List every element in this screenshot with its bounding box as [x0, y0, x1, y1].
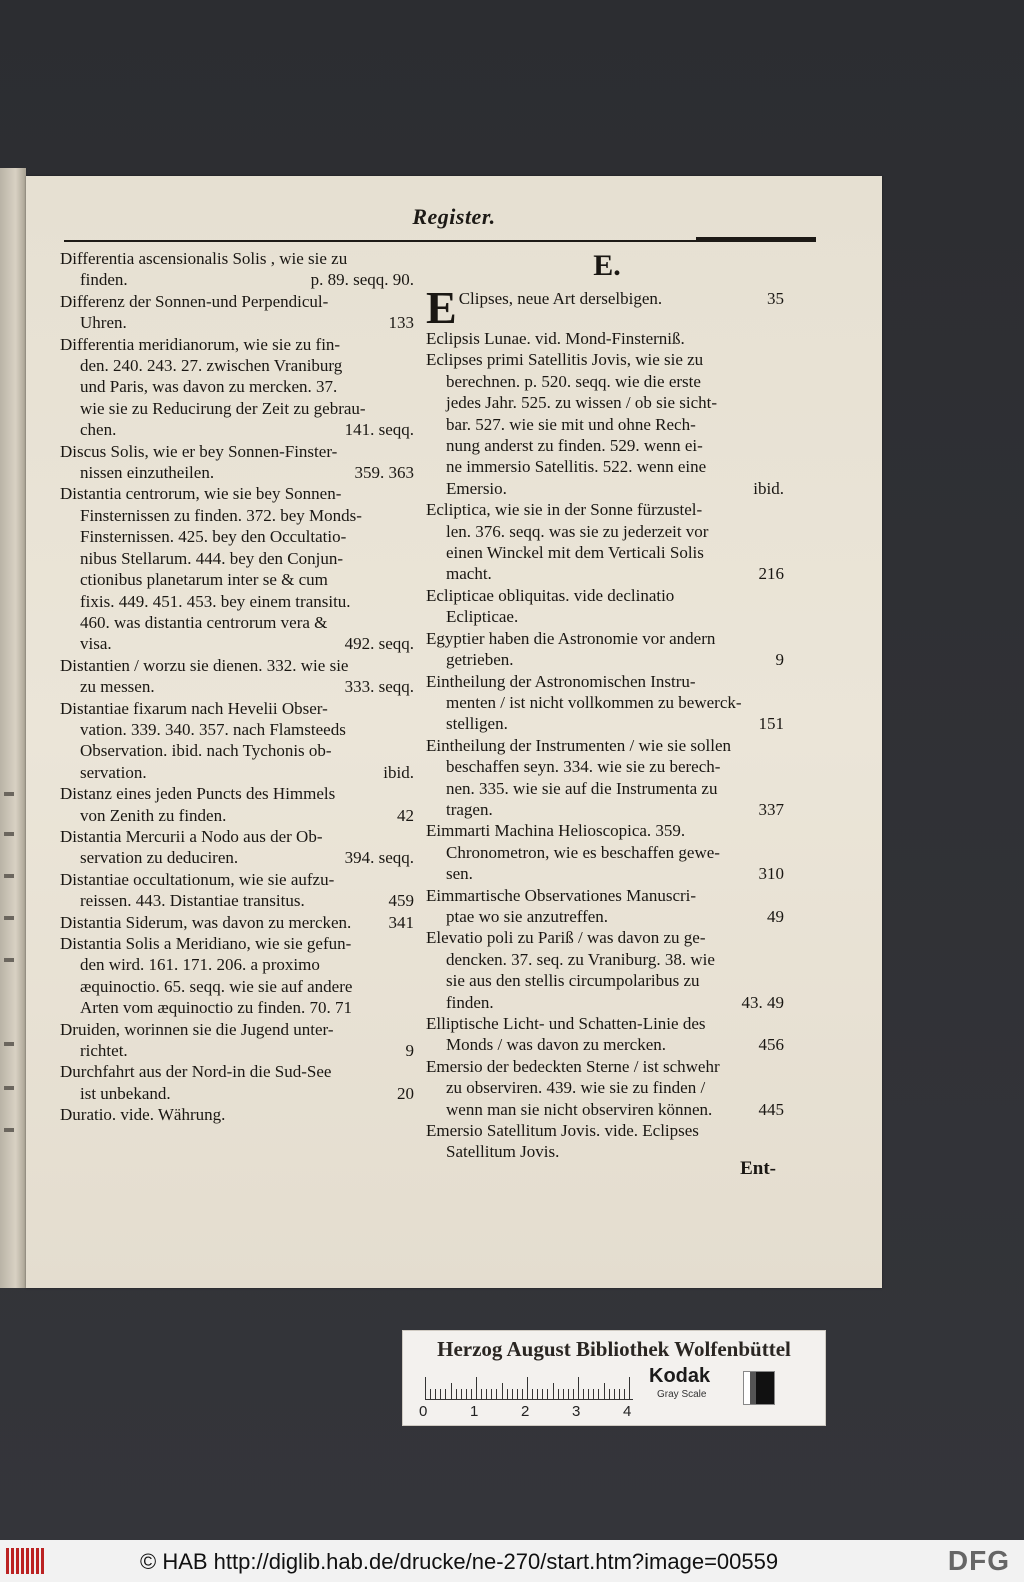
entry-page-ref: 42 — [397, 805, 414, 825]
entry-text: nen. 335. wie sie auf die Instrumenta zu — [446, 778, 718, 798]
entry-text: Differentia meridianorum, wie sie zu fin- — [60, 334, 341, 354]
scale-tick — [451, 1383, 452, 1399]
entry-page-ref: ibid. — [383, 762, 414, 782]
gray-scale-label: Gray Scale — [657, 1389, 707, 1400]
entry-line — [60, 398, 418, 419]
entry-line — [426, 1120, 788, 1141]
entry-line — [60, 612, 418, 633]
index-entry — [426, 628, 788, 671]
entry-line — [60, 334, 418, 355]
scale-tick — [629, 1377, 630, 1399]
entry-page-ref: 359. 363 — [354, 463, 414, 483]
entry-page-ref: 310 — [758, 864, 784, 884]
entry-line — [426, 949, 788, 970]
entry-line — [60, 869, 418, 890]
scale-tick — [588, 1389, 589, 1399]
index-entry — [60, 698, 418, 784]
entry-text: macht. — [446, 564, 492, 584]
entry-line — [60, 719, 418, 740]
index-entry — [426, 1120, 788, 1163]
entry-text: ist unbekand. — [80, 1083, 171, 1103]
entry-line — [60, 997, 418, 1018]
entry-page-ref: 337 — [758, 799, 784, 819]
entry-text: Monds / was davon zu mercken. — [446, 1035, 667, 1055]
entry-text: Duratio. vide. Währung. — [60, 1105, 226, 1125]
entry-text: Durchfahrt aus der Nord-in die Sud-See — [60, 1062, 332, 1082]
scale-tick — [573, 1389, 574, 1399]
entry-text: und Paris, was davon zu mercken. 37. — [80, 377, 338, 397]
scale-tick — [440, 1389, 441, 1399]
entry-line — [60, 355, 418, 376]
scale-tick — [496, 1389, 497, 1399]
entry-text: Eimmartische Observationes Manuscri- — [426, 885, 697, 905]
scale-tick — [517, 1389, 518, 1399]
entry-text: sen. — [446, 864, 473, 884]
entry-line — [60, 783, 418, 804]
entry-line — [60, 912, 418, 933]
entry-line — [60, 526, 418, 547]
entry-text: 460. was distantia centrorum vera & — [80, 612, 328, 632]
entry-text: getrieben. — [446, 650, 514, 670]
entry-line — [60, 291, 418, 312]
entry-text: æquinoctio. 65. seqq. wie sie auf andere — [80, 976, 353, 996]
entry-line — [426, 671, 788, 692]
entry-text: tragen. — [446, 799, 493, 819]
right-index-column — [426, 248, 788, 1163]
entry-line — [426, 542, 788, 563]
entry-line — [60, 826, 418, 847]
entry-page-ref: 333. seqq. — [344, 677, 414, 697]
entry-page-ref: 151 — [758, 714, 784, 734]
scale-number: 4 — [623, 1403, 632, 1420]
entry-text: ctionibus planetarum inter se & cum — [80, 570, 328, 590]
entry-text: Differenz der Sonnen-und Perpendicul- — [60, 291, 329, 311]
entry-line — [426, 906, 788, 927]
scale-ruler — [425, 1373, 633, 1400]
entry-text: wie sie zu Reducirung der Zeit zu gebrau- — [80, 398, 366, 418]
entry-line — [60, 376, 418, 397]
index-entry — [60, 912, 418, 933]
entry-line — [426, 456, 788, 477]
entry-line — [60, 441, 418, 462]
index-entry — [60, 869, 418, 912]
entry-text: Egyptier haben die Astronomie vor andern — [426, 628, 716, 648]
entry-page-ref: p. 89. seqq. 90. — [310, 270, 414, 290]
entry-text: Finsternissen. 425. bey den Occultatio- — [80, 527, 347, 547]
footer-bar — [0, 1540, 1024, 1582]
index-entry — [426, 735, 788, 821]
entry-line — [426, 478, 788, 499]
scale-number: 2 — [521, 1403, 530, 1420]
index-entry — [60, 1019, 418, 1062]
entry-text: len. 376. seqq. was sie zu jederzeit vor — [446, 521, 709, 541]
scale-tick — [461, 1389, 462, 1399]
scale-tick — [425, 1377, 426, 1399]
entry-line — [60, 633, 418, 654]
entry-page-ref: 43. 49 — [741, 992, 784, 1012]
entry-line — [60, 248, 418, 269]
entry-text: reissen. 443. Distantiae transitus. — [80, 891, 305, 911]
index-entry — [426, 885, 788, 928]
entry-text: Observation. ibid. nach Tychonis ob- — [80, 741, 332, 761]
entry-text: vation. 339. 340. 357. nach Flamsteeds — [80, 719, 346, 739]
running-head: Register. — [412, 204, 496, 229]
index-entry — [60, 826, 418, 869]
entry-line — [426, 628, 788, 649]
scale-tick — [430, 1389, 431, 1399]
entry-line — [60, 847, 418, 868]
entry-text: Emersio. — [446, 478, 507, 498]
entry-line — [60, 505, 418, 526]
entry-line — [426, 371, 788, 392]
index-entry — [60, 483, 418, 654]
entry-text: richtet. — [80, 1041, 128, 1061]
entry-text: Distantia centrorum, wie sie bey Sonnen- — [60, 484, 342, 504]
entry-line — [426, 927, 788, 948]
entry-line — [426, 499, 788, 520]
scale-tick — [583, 1389, 584, 1399]
entry-text: wenn man sie nicht observiren können. — [446, 1099, 713, 1119]
index-entry — [60, 248, 418, 291]
entry-text: beschaffen seyn. 334. wie sie zu berech- — [446, 757, 721, 777]
entry-line — [426, 585, 788, 606]
scale-tick — [553, 1383, 554, 1399]
entry-text: ptae wo sie anzutreffen. — [446, 906, 609, 926]
index-entry — [60, 291, 418, 334]
index-entry — [426, 671, 788, 735]
scale-tick — [598, 1389, 599, 1399]
entry-line — [426, 735, 788, 756]
entry-line — [60, 762, 418, 783]
entry-page-ref: 141. seqq. — [344, 420, 414, 440]
entry-text: nung anderst zu finden. 529. wenn ei- — [446, 436, 703, 456]
entry-line — [60, 805, 418, 826]
entry-line — [60, 462, 418, 483]
entry-text: Eimmarti Machina Helioscopica. 359. — [426, 821, 686, 841]
index-entry — [60, 655, 418, 698]
entry-text: sie aus den stellis circumpolaribus zu — [446, 971, 700, 991]
entry-text: zu messen. — [80, 677, 155, 697]
entry-page-ref: ibid. — [753, 478, 784, 498]
entry-line — [60, 419, 418, 440]
entry-text: Elliptische Licht- und Schatten-Linie des — [426, 1014, 706, 1033]
scale-tick — [507, 1389, 508, 1399]
entry-page-ref: 341 — [388, 912, 414, 932]
entry-line — [426, 435, 788, 456]
entry-text: servation. — [80, 762, 147, 782]
entry-text: den. 240. 243. 27. zwischen Vraniburg — [80, 356, 343, 376]
entry-text: Distantien / worzu sie dienen. 332. wie sie — [60, 655, 349, 675]
entry-line — [60, 976, 418, 997]
book-page — [26, 176, 882, 1288]
entry-line — [426, 1034, 788, 1055]
facing-page-edge — [0, 168, 26, 1288]
scale-tick — [471, 1389, 472, 1399]
entry-text: Distantia Siderum, was davon zu mercken. — [60, 912, 352, 932]
entry-text: finden. — [446, 992, 494, 1012]
entry-line — [426, 1099, 788, 1120]
scale-tick — [466, 1389, 467, 1399]
entry-text: jedes Jahr. 525. zu wissen / ob sie sicht- — [446, 393, 718, 413]
entry-page-ref: 492. seqq. — [344, 634, 414, 654]
entry-line — [426, 885, 788, 906]
entry-line — [60, 483, 418, 504]
entry-text: berechnen. p. 520. seqq. wie die erste — [446, 371, 701, 391]
index-entry — [426, 1056, 788, 1120]
entry-line — [60, 312, 418, 333]
scale-tick — [568, 1389, 569, 1399]
entry-text: Eclipticae. — [446, 607, 519, 627]
entry-line — [426, 799, 788, 820]
gray-swatch — [743, 1371, 775, 1405]
entry-text: ne immersio Satellitis. 522. wenn eine — [446, 457, 707, 477]
entry-line — [426, 970, 788, 991]
footer-link[interactable]: © HAB http://diglib.hab.de/drucke/ne-270/start.htm?image=00559 — [140, 1549, 779, 1574]
scale-tick — [522, 1389, 523, 1399]
entry-text: Eclipticae obliquitas. vide declinatio — [426, 585, 675, 605]
scale-tick — [502, 1383, 503, 1399]
entry-page-ref: 445 — [758, 1099, 784, 1119]
entry-text: Emersio der bedeckten Sterne / ist schwehr — [426, 1056, 720, 1076]
entry-text: Arten vom æquinoctio zu finden. 70. 71 — [80, 998, 352, 1018]
index-entry — [426, 927, 788, 1013]
entry-line — [426, 521, 788, 542]
entry-line — [60, 269, 418, 290]
scale-tick — [614, 1389, 615, 1399]
index-entry — [60, 933, 418, 1019]
scale-number: 3 — [572, 1403, 581, 1420]
entry-text: den wird. 161. 171. 206. a proximo — [80, 955, 320, 975]
entry-text: Differentia ascensionalis Solis , wie sie zu — [60, 249, 348, 268]
entry-text: menten / ist nicht vollkommen zu bewerck- — [446, 692, 742, 712]
scale-number: 0 — [419, 1403, 428, 1420]
index-entry — [426, 328, 788, 349]
index-entry — [60, 783, 418, 826]
scale-tick — [542, 1389, 543, 1399]
index-entry — [426, 585, 788, 628]
entry-text: finden. — [80, 270, 128, 290]
scale-tick — [604, 1383, 605, 1399]
header-rule — [64, 240, 816, 242]
entry-line — [60, 1019, 418, 1040]
entry-text: Clipses, neue Art derselbigen. — [458, 289, 663, 308]
entry-line — [426, 1056, 788, 1077]
index-entry — [426, 349, 788, 499]
scale-tick — [593, 1389, 594, 1399]
entry-page-ref: 9 — [775, 650, 784, 670]
entry-text: Eintheilung der Astronomischen Instru- — [426, 671, 696, 691]
kodak-logo: Kodak — [649, 1365, 711, 1387]
scale-tick — [547, 1389, 548, 1399]
scale-tick — [456, 1389, 457, 1399]
scale-tick — [578, 1377, 579, 1399]
library-name: Herzog August Bibliothek Wolfenbüttel — [437, 1337, 791, 1361]
entry-text: von Zenith zu finden. — [80, 805, 227, 825]
entry-line — [426, 692, 788, 713]
entry-line — [60, 1104, 418, 1125]
scale-tick — [563, 1389, 564, 1399]
entry-line — [426, 756, 788, 777]
entry-page-ref: 49 — [767, 906, 784, 926]
entry-line — [60, 890, 418, 911]
color-target-card — [402, 1330, 826, 1426]
scale-tick — [512, 1389, 513, 1399]
catchword: Ent- — [740, 1158, 776, 1179]
entry-text: Distantia Mercurii a Nodo aus der Ob- — [60, 826, 323, 846]
entry-line — [426, 606, 788, 627]
entry-text: Distanz eines jeden Puncts des Himmels — [60, 784, 336, 804]
entry-line — [426, 992, 788, 1013]
scale-tick — [619, 1389, 620, 1399]
entry-page-ref: 133 — [388, 313, 414, 333]
entry-text: nibus Stellarum. 444. bey den Conjun- — [80, 548, 344, 568]
entry-text: Chronometron, wie es beschaffen gewe- — [446, 842, 720, 862]
entry-page-ref: 20 — [397, 1083, 414, 1103]
entry-line — [426, 863, 788, 884]
entry-line — [426, 842, 788, 863]
scale-numbers — [419, 1403, 674, 1420]
scale-tick — [491, 1389, 492, 1399]
entry-text: Distantia Solis a Meridiano, wie sie gefun- — [60, 934, 352, 953]
entry-text: Druiden, worinnen sie die Jugend unter- — [60, 1019, 334, 1039]
entry-line — [60, 954, 418, 975]
entry-text: bar. 527. wie sie mit und ohne Rech- — [446, 414, 696, 434]
scale-tick — [624, 1389, 625, 1399]
entry-line — [60, 1040, 418, 1061]
entry-line — [426, 349, 788, 370]
entry-line — [60, 548, 418, 569]
scale-tick — [435, 1389, 436, 1399]
entry-line — [426, 414, 788, 435]
scale-tick — [445, 1389, 446, 1399]
entry-text: chen. — [80, 420, 117, 440]
entry-line — [426, 778, 788, 799]
entry-line — [426, 563, 788, 584]
entry-text: Eintheilung der Instrumenten / wie sie sollen — [426, 735, 731, 755]
entry-text: Satellitum Jovis. — [446, 1142, 560, 1162]
entry-line — [426, 820, 788, 841]
entry-text: Uhren. — [80, 313, 127, 333]
entry-line — [426, 392, 788, 413]
entry-line — [426, 1141, 788, 1162]
entry-page-ref: 459 — [388, 891, 414, 911]
entry-text: servation zu deduciren. — [80, 848, 239, 868]
dfg-logo: DFG — [947, 1545, 1010, 1576]
hab-logo-icon — [6, 1548, 46, 1574]
entry-text: einen Winckel mit dem Verticali Solis — [446, 543, 704, 563]
entry-text: Emersio Satellitum Jovis. vide. Eclipses — [426, 1121, 699, 1141]
scale-tick — [609, 1389, 610, 1399]
index-entry — [60, 1104, 418, 1125]
entry-text: Eclipses primi Satellitis Jovis, wie sie zu — [426, 350, 704, 370]
entry-page-ref: 216 — [758, 564, 784, 584]
entry-line — [60, 740, 418, 761]
entry-text: Distantiae occultationum, wie sie aufzu- — [60, 869, 335, 889]
entry-line — [60, 655, 418, 676]
entry-text: stelligen. — [446, 714, 508, 734]
dropcap-letter: E — [426, 288, 457, 328]
index-entry — [60, 334, 418, 441]
section-letter: E. — [593, 249, 621, 282]
entry-text: zu observiren. 439. wie sie zu finden / — [446, 1078, 706, 1098]
scale-number: 1 — [470, 1403, 479, 1420]
header-rule-accent — [696, 237, 816, 240]
scale-tick — [527, 1377, 528, 1399]
entry-page-ref: 35 — [767, 289, 784, 308]
entry-page-ref: 456 — [758, 1035, 784, 1055]
entry-line — [60, 676, 418, 697]
scale-tick — [537, 1389, 538, 1399]
entry-line — [426, 713, 788, 734]
entry-text: Finsternissen zu finden. 372. bey Monds- — [80, 505, 362, 525]
entry-line — [60, 1061, 418, 1082]
scale-tick — [558, 1389, 559, 1399]
entry-line — [426, 1077, 788, 1098]
index-entry — [426, 499, 788, 585]
entry-line — [60, 569, 418, 590]
scale-tick — [486, 1389, 487, 1399]
entry-text: dencken. 37. seq. zu Vraniburg. 38. wie — [446, 949, 715, 969]
entry-text: Discus Solis, wie er bey Sonnen-Finster- — [60, 441, 338, 461]
entry-text: Eclipsis Lunae. vid. Mond-Finsterniß. — [426, 329, 685, 348]
entry-text: Ecliptica, wie sie in der Sonne fürzustel- — [426, 500, 703, 520]
entry-page-ref: 394. seqq. — [344, 848, 414, 868]
entry-text: visa. — [80, 634, 112, 654]
entry-text: Distantiae fixarum nach Hevelii Obser- — [60, 698, 328, 718]
entry-text: nissen einzutheilen. — [80, 463, 215, 483]
left-index-column — [60, 248, 418, 1126]
scale-tick — [481, 1389, 482, 1399]
entry-line — [60, 698, 418, 719]
entry-line — [60, 1083, 418, 1104]
index-entry — [60, 441, 418, 484]
entry-page-ref: 9 — [405, 1041, 414, 1061]
entry-line — [426, 328, 788, 349]
entry-text: fixis. 449. 451. 453. bey einem transitu. — [80, 591, 351, 611]
index-entry — [426, 1013, 788, 1056]
entry-line — [426, 649, 788, 670]
scale-tick — [532, 1389, 533, 1399]
index-entry — [60, 1061, 418, 1104]
entry-line — [426, 288, 788, 328]
entry-line — [426, 1013, 788, 1034]
index-entry — [426, 820, 788, 884]
scale-tick — [476, 1377, 477, 1399]
entry-text: Elevatio poli zu Pariß / was davon zu ge- — [426, 928, 706, 948]
entry-line — [60, 591, 418, 612]
entry-line — [60, 933, 418, 954]
index-entry — [426, 288, 788, 328]
